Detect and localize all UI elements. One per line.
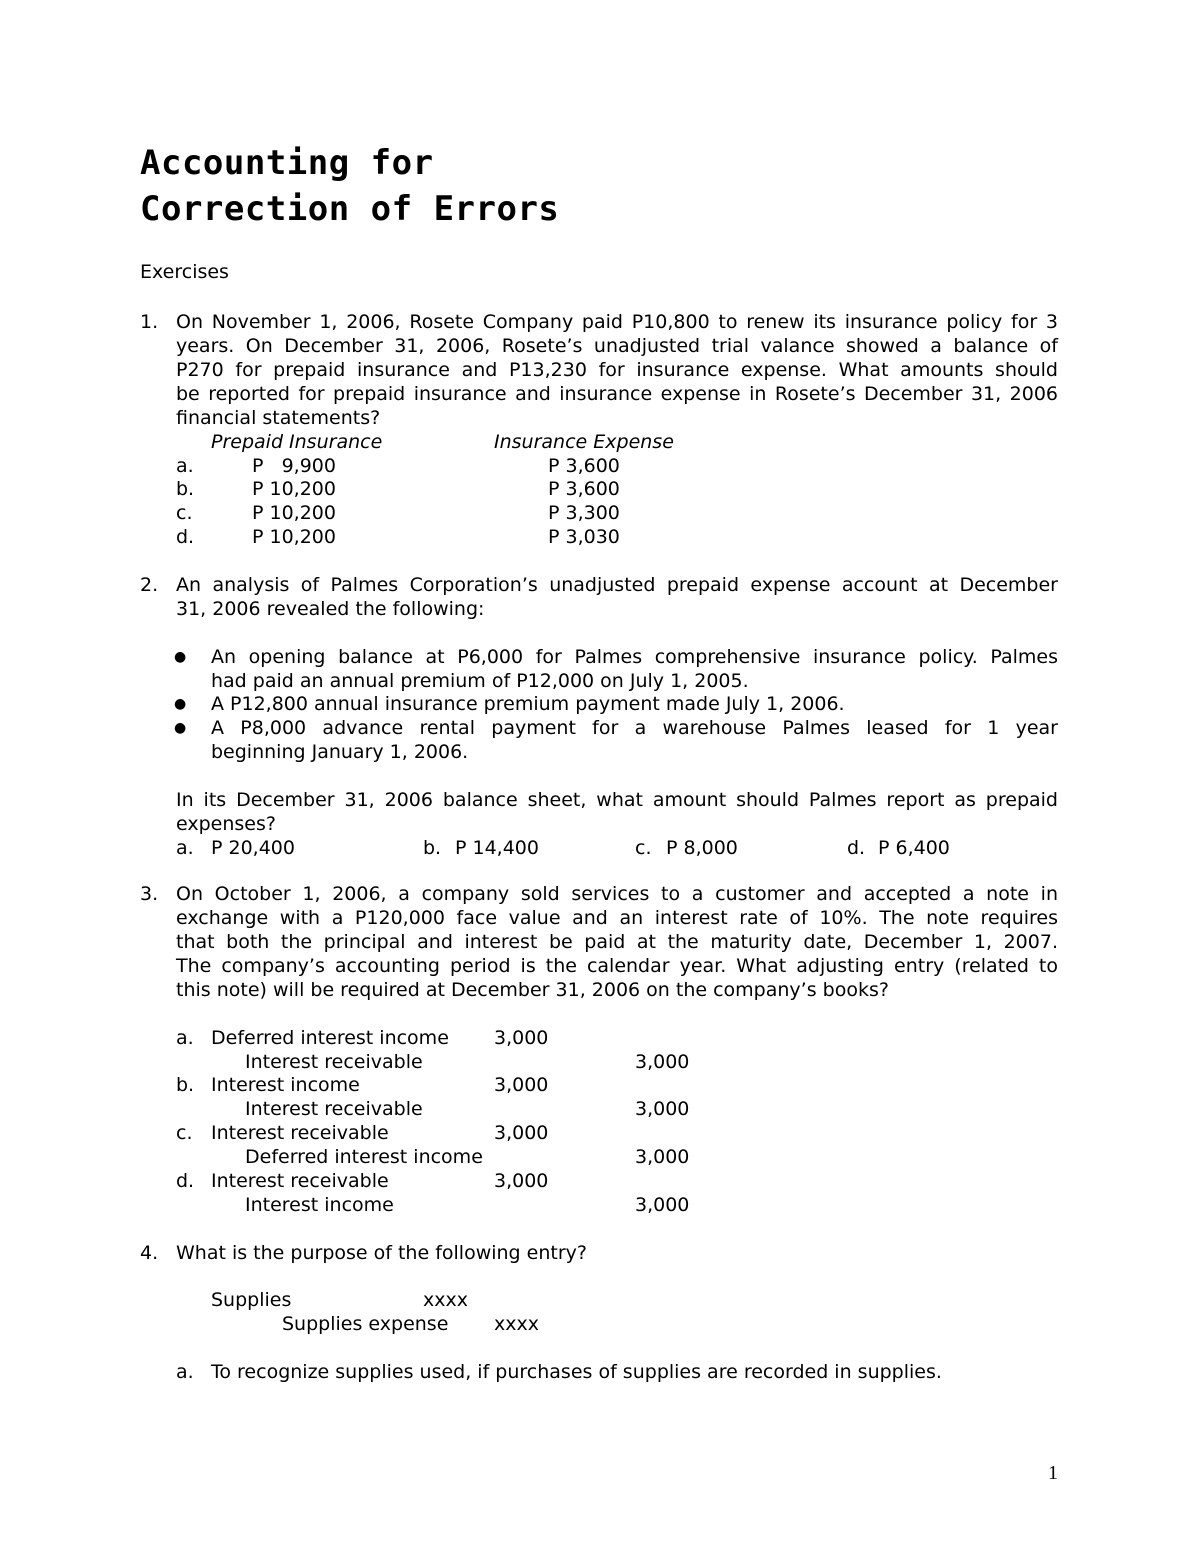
q3-line: exchange with a P120,000 face value and an interest rate of 10%. The note requires (176, 907, 1058, 929)
q3-number: 3. (140, 883, 159, 905)
q4-question: What is the purpose of the following entry? (176, 1242, 587, 1264)
q2-text (176, 573, 1058, 621)
bullet-icon: ● (174, 720, 187, 736)
q1-line: financial statements? (176, 407, 381, 429)
q4-option-a: To recognize supplies used, if purchases of supplies are recorded in supplies. (211, 1361, 942, 1383)
q3-option-letter: a. (176, 1027, 194, 1049)
page-title-line-1: Accounting for (140, 143, 434, 183)
bullet-icon: ● (174, 649, 187, 665)
q4-option-letter: a. (176, 1361, 194, 1383)
q2-line: An analysis of Palmes Corporation’s unadjusted prepaid expense account at December (176, 574, 1058, 596)
q2-option-letter: d. (847, 837, 866, 859)
q2-question-line: expenses? (176, 813, 276, 835)
q1-option-prepaid: P 10,200 (252, 502, 336, 524)
q3-text (176, 882, 1058, 1002)
q3-option-credit: Interest receivable (245, 1051, 423, 1073)
page-number: 1 (1048, 1462, 1058, 1484)
q2-option-letter: a. (176, 837, 194, 859)
q3-option-letter: b. (176, 1074, 195, 1096)
q1-option-expense: P 3,600 (548, 478, 620, 500)
q2-bullet-line: had paid an annual premium of P12,000 on July 1, 2005. (211, 670, 749, 692)
q1-col-prepaid-header: Prepaid Insurance (211, 431, 383, 453)
q4-entry-debit: Supplies (211, 1289, 292, 1311)
q1-line: On November 1, 2006, Rosete Company paid P10,800 to renew its insurance policy for 3 (176, 311, 1058, 333)
q2-bullet-line: A P12,800 annual insurance premium payment made July 1, 2006. (211, 693, 845, 715)
q4-entry-credit: Supplies expense (282, 1313, 449, 1335)
q1-line: years. On December 31, 2006, Rosete’s unadjusted trial valance showed a balance of (176, 335, 1058, 357)
q2-option-value: P 6,400 (878, 837, 950, 859)
q3-line: The company’s accounting period is the calendar year. What adjusting entry (related to (176, 955, 1058, 977)
q1-option-letter: a. (176, 455, 194, 477)
q2-option-value: P 8,000 (666, 837, 738, 859)
q2-bullet-line: beginning January 1, 2006. (211, 741, 469, 763)
q3-option-credit: Deferred interest income (245, 1146, 483, 1168)
q3-option-credit-amount: 3,000 (635, 1051, 690, 1073)
q3-option-credit-amount: 3,000 (635, 1146, 690, 1168)
q2-option-letter: b. (423, 837, 442, 859)
section-heading: Exercises (140, 261, 229, 283)
q1-option-expense: P 3,030 (548, 526, 620, 548)
bullet-icon: ● (174, 696, 187, 712)
q1-text (176, 310, 1058, 430)
q1-number: 1. (140, 311, 159, 333)
q2-option-value: P 20,400 (211, 837, 295, 859)
q1-option-prepaid: P 10,200 (252, 526, 336, 548)
q2-option-value: P 14,400 (455, 837, 539, 859)
q3-option-debit-amount: 3,000 (494, 1027, 549, 1049)
q1-option-letter: c. (176, 502, 193, 524)
q3-option-letter: c. (176, 1122, 193, 1144)
q3-option-debit-amount: 3,000 (494, 1122, 549, 1144)
q1-line: P270 for prepaid insurance and P13,230 for insurance expense. What amounts should (176, 359, 1058, 381)
q3-option-debit-amount: 3,000 (494, 1074, 549, 1096)
q3-option-debit-amount: 3,000 (494, 1170, 549, 1192)
q4-number: 4. (140, 1242, 159, 1264)
q3-option-debit: Interest receivable (211, 1170, 389, 1192)
q3-line: On October 1, 2006, a company sold services to a customer and accepted a note in (176, 883, 1058, 905)
q2-question-line: In its December 31, 2006 balance sheet, what amount should Palmes report as prepaid (176, 789, 1058, 811)
q3-option-credit-amount: 3,000 (635, 1098, 690, 1120)
q1-option-expense: P 3,600 (548, 455, 620, 477)
page-title-line-2: Correction of Errors (140, 189, 560, 229)
q3-line: this note) will be required at December 31, 2006 on the company’s books? (176, 979, 889, 1001)
q1-option-letter: b. (176, 478, 195, 500)
q1-option-prepaid: P 10,200 (252, 478, 336, 500)
q4-entry-credit-amount: xxxx (494, 1313, 539, 1335)
q3-option-credit: Interest receivable (245, 1098, 423, 1120)
q2-bullet-line: A P8,000 advance rental payment for a warehouse Palmes leased for 1 year (211, 717, 1058, 739)
q2-bullet-item (211, 716, 1058, 764)
q1-option-letter: d. (176, 526, 195, 548)
q2-question (176, 788, 1058, 836)
q1-option-expense: P 3,300 (548, 502, 620, 524)
q3-option-credit: Interest income (245, 1194, 394, 1216)
q2-bullet-line: An opening balance at P6,000 for Palmes comprehensive insurance policy. Palmes (211, 646, 1058, 668)
q3-option-debit: Interest receivable (211, 1122, 389, 1144)
q3-option-debit: Interest income (211, 1074, 360, 1096)
q2-number: 2. (140, 574, 159, 596)
q1-col-expense-header: Insurance Expense (494, 431, 674, 453)
q1-line: be reported for prepaid insurance and insurance expense in Rosete’s December 31, 2006 (176, 383, 1058, 405)
q3-option-letter: d. (176, 1170, 195, 1192)
q3-line: that both the principal and interest be paid at the maturity date, December 1, 2007. (176, 931, 1058, 953)
q2-option-letter: c. (635, 837, 652, 859)
q4-entry-debit-amount: xxxx (423, 1289, 468, 1311)
q3-option-credit-amount: 3,000 (635, 1194, 690, 1216)
q2-bullet-item (211, 645, 1058, 693)
q2-line: 31, 2006 revealed the following: (176, 598, 485, 620)
q3-option-debit: Deferred interest income (211, 1027, 449, 1049)
q1-option-prepaid: P 9,900 (252, 455, 336, 477)
